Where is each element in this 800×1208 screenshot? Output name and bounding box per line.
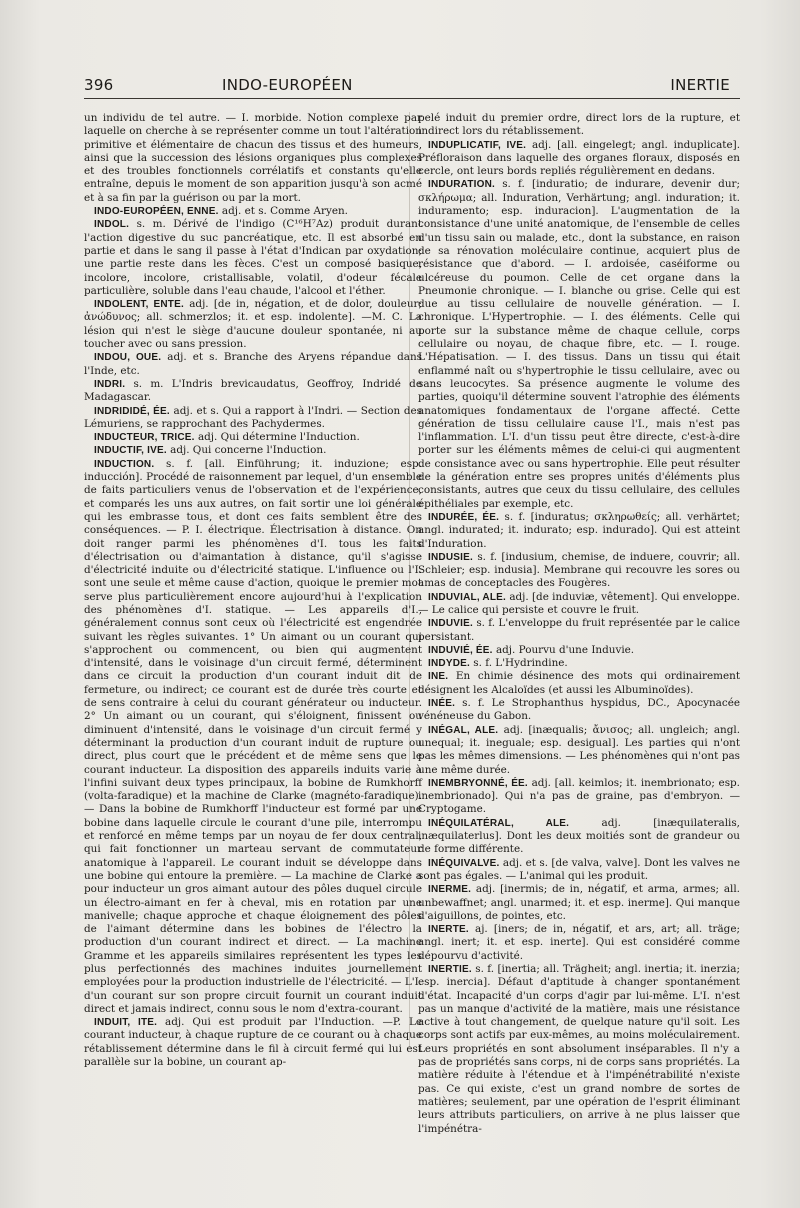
entry-text: adj. [all. keimlos; it. inembrionato; esp. inembrionado]. Qui n'a pas de graine, pas d'embryon. — Cryptogame. bbox=[418, 776, 740, 816]
entry-headword: INDUPLICATIF, IVE. bbox=[428, 139, 527, 151]
dictionary-entry bbox=[418, 817, 740, 857]
dictionary-entry bbox=[418, 670, 740, 697]
dictionary-entry bbox=[84, 298, 422, 351]
running-header bbox=[84, 72, 740, 94]
dictionary-entry bbox=[418, 697, 740, 724]
dictionary-entry bbox=[84, 458, 422, 1016]
entry-text: aj. [iners; de in, négatif, et ars, art; all. träge; angl. inert; it. et esp. inerte]. Qui est considéré comme dépourvu d'activité. bbox=[418, 923, 740, 962]
dictionary-entry bbox=[418, 777, 740, 817]
entry-headword: INE. bbox=[428, 671, 449, 683]
dictionary-entry bbox=[84, 351, 422, 378]
guide-word-right: INERTIE bbox=[670, 76, 730, 94]
entry-headword: INERTIE. bbox=[428, 964, 472, 975]
entry-text: adj. Qui concerne l'Induction. bbox=[170, 444, 327, 457]
entry-headword: INÉE. bbox=[428, 698, 456, 710]
entry-text: s. m. Dérivé de l'indigo (C¹⁶H⁷Az) produit durant l'action digestive du suc pancréatique, etc. Il est absorbé en partie et dans le sang il passe à l'état d'Indican par oxydation; une partie reste dans les fèces. C'est un composé basique, incolore, incolore, cristallisable, volatil, d'odeur fécale particulière, soluble dans l'eau chaude, l'alcool et l'éther. bbox=[84, 218, 423, 297]
entry-headword: INDUCTIF, IVE. bbox=[94, 445, 167, 457]
entry-headword: INDUSIE. bbox=[428, 551, 473, 563]
dictionary-entry bbox=[84, 405, 422, 432]
entry-headword: INÉQUILATÉRAL, ALE. bbox=[428, 817, 570, 829]
dictionary-entry bbox=[84, 444, 422, 457]
dictionary-entry bbox=[418, 857, 740, 884]
entry-text: s. f. [inertia; all. Trägheit; angl. inertia; it. inerzia; esp. inercia]. Défaut d'aptitude à changer spontanément d'état. Incapacité d'un corps d'agir par lui-même. L'I. n'est pas un manque d'activité de la matière, mais une résistance active à tout changement, de quelque nature qu'il soit. Les corps sont actifs par eux-mêmes, au moins moléculairement. Leurs propriétés en sont absolument inséparables. Il n'y a pas de propriétés sans corps, ni de corps sans propriétés. La matière réduite à l'étendue et à l'impénétrabilité n'existe pas. Ce qui existe, c'est un grand nombre de sortes de matières; seulement, par une opération de l'esprit éliminant leurs attributs particuliers, on arrive à ne plus laisser que l'impénétra- bbox=[418, 963, 740, 1135]
entry-text: un individu de tel autre. — I. morbide. Notion complexe par laquelle on cherche à se représenter comme un tout l'altération primitive et élémentaire de chacun des tissus et des humeurs, ainsi que la succession des lésions organiques plus complexes et des troubles fonctionnels corrélatifs et constants qu'elle entraîne, depuis le moment de son apparition jusqu'à son acmé et à sa fin par la guérison ou par la mort. bbox=[84, 112, 422, 204]
dictionary-entry bbox=[418, 963, 740, 1136]
entry-text: adj. [all. eingelegt; angl. induplicate]. Préfloraison dans laquelle des organes floraux, disposés en cercle, ont leurs bords repliés régulièrement en dedans. bbox=[418, 138, 740, 178]
entry-text: s. f. L'Hydrindine. bbox=[473, 657, 568, 670]
entry-headword: INDURÉE, ÉE. bbox=[428, 511, 500, 523]
entry-headword: INÉGAL, ALE. bbox=[428, 724, 499, 736]
dictionary-entry bbox=[84, 218, 422, 298]
entry-headword: INDYDE. bbox=[428, 658, 470, 670]
entry-text: adj. et s. [de valva, valve]. Dont les valves ne sont pas égales. — L'animal qui les produit. bbox=[418, 856, 740, 882]
dictionary-entry bbox=[418, 112, 740, 139]
entry-text: adj. [inæquilateralis, inæquilaterlus]. Dont les deux moitiés sont de grandeur ou de forme différente. bbox=[418, 816, 740, 856]
dictionary-entry bbox=[84, 205, 422, 218]
dictionary-entry bbox=[418, 923, 740, 963]
entry-headword: INDUVIÉ, ÉE. bbox=[428, 644, 493, 656]
entry-text: En chimie désinence des mots qui ordinairement désignent les Alcaloïdes (et aussi les Albuminoïdes). bbox=[418, 670, 740, 696]
dictionary-entry bbox=[418, 591, 740, 618]
dictionary-entry bbox=[418, 657, 740, 670]
entry-text: adj. [de in, négation, et de dolor, douleur; ἀνώδυνος; all. schmerzlos; it. et esp. indolente]. —M. C. La lésion qui n'est le siège d'aucune douleur spontanée, ni au toucher avec ou sans pression. bbox=[84, 298, 422, 351]
entry-text: s. f. L'enveloppe du fruit représentée par le calice persistant. bbox=[418, 617, 740, 643]
entry-text: s. f. Le Strophanthus hyspidus, DC., Apocynacée vénéneuse du Gabon. bbox=[418, 697, 740, 723]
entry-headword: INDUCTION. bbox=[94, 458, 155, 470]
entry-headword: INDOL. bbox=[94, 219, 130, 231]
entry-text: s. f. [indusium, chemise, de induere, couvrir; all. Schleier; esp. indusia]. Membrane qui recouvre les sores ou amas de conceptacles des Fougères. bbox=[418, 550, 740, 590]
header-rule bbox=[84, 98, 740, 99]
dictionary-entry bbox=[418, 139, 740, 179]
dictionary-entry bbox=[418, 644, 740, 657]
entry-headword: INDUVIE. bbox=[428, 618, 473, 630]
entry-text: s. f. [induratio; de indurare, devenir dur; σκλήρωμα; all. Induration, Verhärtung; angl. induration; it. induramento; esp. induracion]. L'augmentation de la consistance d'une unité anatomique, de l'ensemble de celles d'un tissu sain ou malade, etc., dont la substance, en raison de sa rénovation moléculaire continue, acquiert plus de résistance que d'abord. — I. ardoisée, caséiforme ou ulcéreuse du poumon. Celle de cet organe dans la Pneumonie chronique. — I. blanche ou grise. Celle qui est due au tissu cellulaire de nouvelle génération. — I. chronique. L'Hypertrophie. — I. des éléments. Celle qui porte sur la substance même de chaque cellule, corps cellulaire ou noyau, de chaque fibre, etc. — I. rouge. L'Hépatisation. — I. des tissus. Dans un tissu qui était enflammé naît ou s'hypertrophie le tissu cellulaire, avec ou sans leucocytes. Sa présence augmente le volume des parties, quoiqu'il détermine souvent l'atrophie des éléments anatomiques fondamentaux de l'organe affecté. Cette génération de tissu cellulaire cause l'I., mais n'est pas l'inflammation. L'I. d'un tissu peut être directe, c'est-à-dire porter sur les éléments mêmes de celui-ci qui augmentent de consistance avec ou sans hypertrophie. Elle peut résulter de la génération entre ses propres unités d'éléments plus consistants, autres que ceux du tissu cellulaire, des cellules épithéliales par exemple, etc. bbox=[418, 178, 740, 510]
entry-text: adj. [de induviæ, vêtement]. Qui enveloppe. — Le calice qui persiste et couvre le fruit. bbox=[418, 590, 740, 616]
dictionary-entry bbox=[418, 511, 740, 551]
dictionary-entry bbox=[418, 617, 740, 644]
entry-text: adj. et s. Qui a rapport à l'Indri. — Section des Lémuriens, se rapprochant des Pachydermes. bbox=[84, 404, 422, 430]
entry-text: adj. Pourvu d'une Induvie. bbox=[495, 643, 635, 656]
entry-text: adj. Qui est produit par l'Induction. —P. Le courant inducteur, à chaque rupture de ce courant ou à chaque rétablissement détermine dans le fil à circuit fermé qui lui est parallèle sur la bobine, un courant ap- bbox=[84, 1016, 423, 1069]
entry-text: s. f. [all. Einführung; it. induzione; esp. inducción]. Procédé de raisonnement par lequel, d'un ensemble de faits particuliers venus de l'observation et de l'expérience, et comparés les uns aux autres, on fait sortir une loi générale qui les embrasse tous, et dont ces faits semblent être des conséquences. — P. I. électrique. Électrisation à distance. On doit ranger parmi les phénomènes d'I. tous les faits d'électrisation ou d'aimantation à distance, qu'il s'agisse d'électricité induite ou d'électricité statique. L'influence ou l'I. sont une seule et même cause d'action, quoique le premier mot serve plus particulièrement encore aujourd'hui à l'explication des phénomènes d'I. statique. — Les appareils d'I., généralement connus sont ceux où l'électricité est engendrée suivant les règles suivantes. 1° Un aimant ou un courant qui s'approchent ou commencent, ou bien qui augmentent d'intensité, dans le voisinage d'un circuit fermé, déterminent dans ce circuit la production d'un courant induit dit de fermeture, ou indirect; ce courant est de durée très courte et de sens contraire à celui du courant générateur ou inducteur. 2° Un aimant ou un courant, qui s'éloignent, finissent ou diminuent d'intensité, dans le voisinage d'un circuit fermé y déterminant la production d'un courant induit de rupture ou direct, plus court que le précédent et de même sens que le courant inducteur. La disposition des appareils induits varie à l'infini suivant deux types principaux, la bobine de Rumkhorff (volta-faradique) et la machine de Clarke (magnéto-faradique). — Dans la bobine de Rumkhorff l'inducteur est formé par une bobine dans laquelle circule le courant d'une pile, interrompu et renforcé en même temps par un noyau de fer doux central, qui fait fonctionner un marteau servant de commutateur anatomique à l'appareil. Le courant induit se développe dans une bobine qui entoure la première. — La machine de Clarke a pour inducteur un gros aimant autour des pôles duquel circule un électro-aimant en fer à cheval, mis en rotation par une manivelle; chaque approche et chaque éloignement des pôles de l'aimant détermine dans les bobines de l'électro la production d'un courant indirect et direct. — La machine Gramme et les appareils similaires représentent les types les plus perfectionnés des machines induites journellement employées pour la production industrielle de l'électricité. — L'I. d'un courant sur son propre circuit fournit un courant induit direct et jamais indirect, connu sous le nom d'extra-courant. bbox=[84, 457, 422, 1015]
entry-headword: INDURATION. bbox=[428, 179, 496, 191]
entry-headword: INDOU, OUE. bbox=[94, 352, 162, 364]
dictionary-entry bbox=[418, 551, 740, 591]
entry-headword: INERME. bbox=[428, 884, 472, 896]
entry-headword: INDUIT, ITE. bbox=[94, 1017, 158, 1029]
entry-headword: INDUCTEUR, TRICE. bbox=[94, 432, 195, 444]
entry-text: pelé induit du premier ordre, direct lors de la rupture, et indirect lors du rétablissement. bbox=[418, 112, 740, 138]
entry-text: adj. [inæqualis; ἄνισος; all. ungleich; angl. unequal; it. ineguale; esp. desigual]. Les parties qui n'ont pas les mêmes dimensions. — Les phénomènes qui n'ont pas une même durée. bbox=[418, 723, 740, 776]
left-column bbox=[84, 112, 422, 1069]
entry-text: adj. Qui détermine l'Induction. bbox=[197, 431, 360, 444]
entry-headword: INDRI. bbox=[94, 378, 126, 390]
entry-text: s. m. L'Indris brevicaudatus, Geoffroy, Indridé de Madagascar. bbox=[84, 377, 422, 404]
right-column bbox=[418, 112, 740, 1136]
entry-headword: INERTE. bbox=[428, 924, 469, 936]
dictionary-entry bbox=[418, 883, 740, 923]
entry-text: adj. [inermis; de in, négatif, et arma, armes; all. unbewaffnet; angl. unarmed; it. et esp. inerme]. Qui manque d'aiguillons, de pointes, etc. bbox=[418, 883, 740, 922]
entry-headword: INDUVIAL, ALE. bbox=[428, 591, 506, 603]
dictionary-entry bbox=[84, 378, 422, 405]
entry-headword: INÉQUIVALVE. bbox=[428, 857, 500, 869]
dictionary-entry bbox=[84, 431, 422, 444]
dictionary-entry bbox=[84, 112, 422, 205]
entry-headword: INDO-EUROPÉEN, ENNE. bbox=[94, 206, 219, 218]
guide-word-left: INDO-EUROPÉEN bbox=[222, 76, 353, 94]
entry-text: adj. et s. Branche des Aryens répandue dans l'Inde, etc. bbox=[84, 351, 422, 377]
entry-text: s. f. [induratus; σκληρωθείς; all. verhärtet; angl. indurated; it. indurato; esp. indurado]. Qui est atteint d'Induration. bbox=[418, 510, 740, 550]
entry-headword: INDRIDIDÉ, ÉE. bbox=[94, 405, 170, 417]
entry-headword: INDOLENT, ENTE. bbox=[94, 299, 184, 311]
entry-headword: INEMBRYONNÉ, ÉE. bbox=[428, 777, 528, 789]
dictionary-entry bbox=[84, 1016, 422, 1069]
page-number: 396 bbox=[84, 76, 114, 94]
dictionary-entry bbox=[418, 178, 740, 510]
dictionary-entry bbox=[418, 724, 740, 777]
entry-text: adj. et s. Comme Aryen. bbox=[221, 205, 348, 218]
